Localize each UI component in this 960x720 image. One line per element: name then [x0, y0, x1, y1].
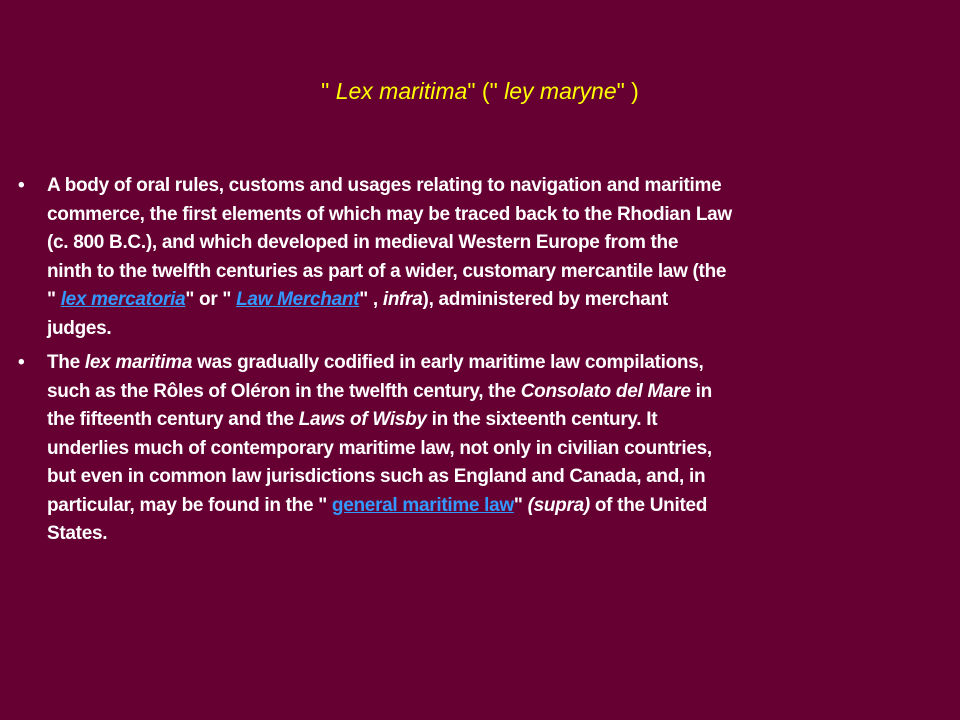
bullet-item-2	[18, 349, 954, 549]
text-line	[47, 406, 954, 435]
text-line: ninth to the twelfth centuries as part of a wider, customary mercantile law (the	[47, 260, 727, 282]
text-run: "	[47, 289, 61, 310]
text-run: in	[690, 380, 712, 402]
text-run: The	[47, 352, 85, 373]
text-run-italic: (supra)	[527, 494, 590, 516]
text-run: such as the Rôles of Oléron in the twelfth century, the	[47, 380, 521, 402]
text-run: of the United	[589, 494, 708, 516]
text-line: judges.	[47, 317, 112, 339]
text-run: in the sixteenth century. It	[426, 409, 658, 430]
slide-title	[0, 74, 960, 108]
law-merchant-link[interactable]: Law Merchant	[236, 289, 360, 310]
text-line	[47, 286, 954, 315]
text-run-italic: Consolato del Mare	[520, 380, 691, 402]
text-line: States.	[47, 523, 108, 544]
text-line	[47, 492, 954, 521]
text-run: "	[513, 494, 528, 516]
text-line	[47, 349, 954, 378]
text-line: (c. 800 B.C.), and which developed in medieval Western Europe from the	[47, 232, 679, 253]
text-line: but even in common law jurisdictions such as England and Canada, and, in	[47, 466, 706, 487]
title-quote-mid: " ("	[467, 78, 505, 104]
general-maritime-law-link[interactable]: general maritime law	[331, 494, 514, 516]
text-run: the fifteenth century and the	[47, 409, 299, 430]
text-run-italic: infra	[382, 289, 423, 310]
bullet-icon: •	[18, 352, 25, 373]
title-quote-open: "	[321, 78, 336, 104]
title-quote-close: " )	[616, 78, 639, 104]
text-line: underlies much of contemporary maritime law, not only in civilian countries,	[47, 437, 712, 459]
lex-mercatoria-link[interactable]: lex mercatoria	[60, 289, 186, 310]
text-run: " or "	[185, 289, 237, 310]
text-line	[47, 378, 954, 407]
text-run: was gradually codified in early maritime law compilations,	[192, 352, 704, 373]
bullet-icon: •	[18, 175, 25, 196]
text-run-italic: lex maritima	[84, 352, 193, 373]
text-run-italic: Laws of Wisby	[298, 409, 427, 430]
title-term: Lex maritima	[335, 78, 468, 104]
text-line: A body of oral rules, customs and usages relating to navigation and maritime	[47, 175, 722, 196]
text-line: commerce, the first elements of which may be traced back to the Rhodian Law	[47, 203, 732, 225]
title-alt-term: ley maryne	[504, 78, 617, 104]
text-run: ), administered by merchant	[422, 289, 668, 310]
bullet-item-1	[18, 172, 954, 343]
bullet-list	[18, 172, 954, 555]
text-run: particular, may be found in the "	[47, 494, 332, 516]
text-run: " ,	[359, 289, 383, 310]
